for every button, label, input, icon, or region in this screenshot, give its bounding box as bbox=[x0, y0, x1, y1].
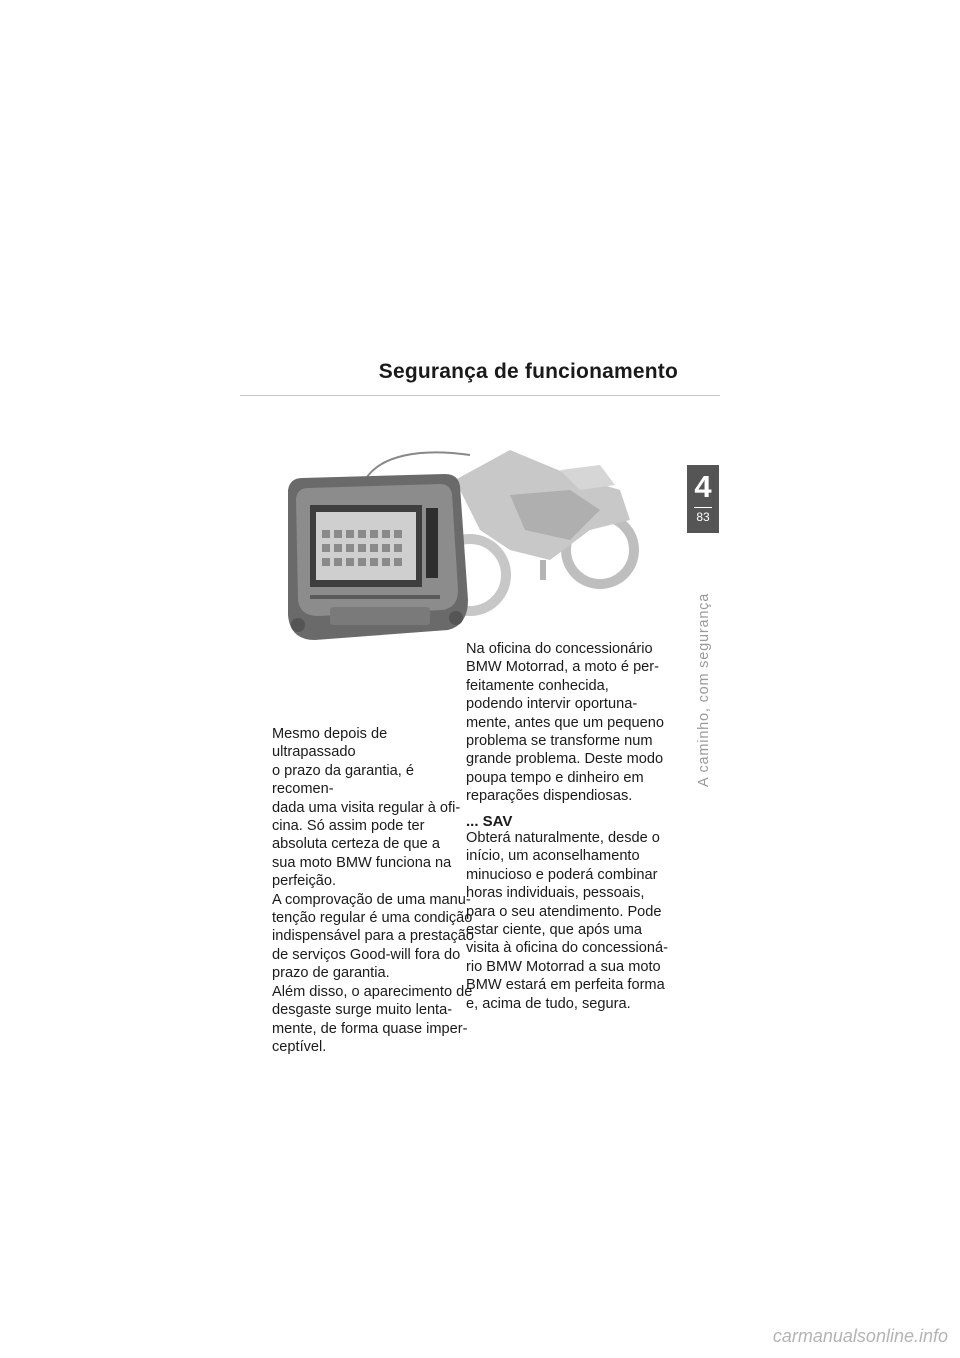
body-text-left-column: Mesmo depois de ultrapassado o prazo da garantia, é recomen- dada uma visita regular à ofi- cina. Só assim pode ter absoluta certeza de que a sua moto BMW funciona na perfeição. A comprovação de uma manu- tenção regular é uma condição indispensável para a prestação de serviços Good-will fora do prazo de garantia. Além disso, o aparecimento de desgaste surge muito lenta- mente, de forma quase imper- ceptível. bbox=[272, 726, 475, 1055]
body-text-right-column-top: Na oficina do concessionário BMW Motorrad, a moto é per- feitamente conhecida, podendo intervir oportuna- mente, antes que um pequeno problema se transforme num grande problema. Deste modo poupa tempo e dinheiro em reparações dispendiosas. bbox=[466, 641, 664, 805]
section-subheading: ... SAV bbox=[466, 813, 513, 830]
page-number: 83 bbox=[696, 510, 710, 524]
chapter-divider bbox=[694, 507, 712, 508]
chapter-number: 4 bbox=[694, 469, 712, 504]
chapter-side-label: A caminho, com segurança bbox=[696, 592, 712, 787]
chapter-tab bbox=[687, 465, 719, 533]
title-divider bbox=[240, 395, 720, 396]
diagnostic-device-and-motorcycle-photo bbox=[270, 450, 680, 650]
body-text-right-column-bottom: Obterá naturalmente, desde o início, um aconselhamento minucioso e poderá combinar horas individuais, pessoais, para o seu atendimento. Pode estar ciente, que após uma visita à oficina do concessioná- rio BMW Motorrad a sua moto BMW estará em perfeita forma e, acima de tudo, segura. bbox=[466, 830, 668, 1012]
page-title: Segurança de funcionamento bbox=[378, 360, 678, 383]
diagnostic-device-image bbox=[288, 474, 468, 640]
watermark-text: carmanualsonline.info bbox=[772, 1326, 948, 1346]
